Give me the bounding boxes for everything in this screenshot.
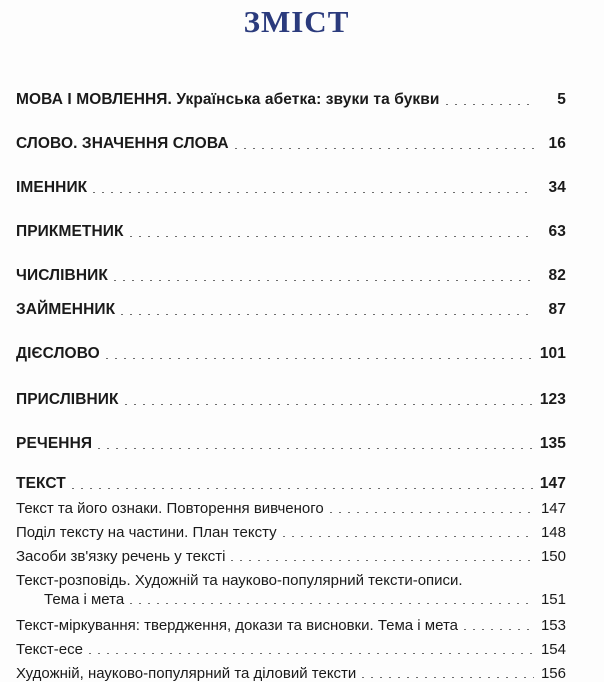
dot-leader [130,236,534,237]
dot-leader [98,448,534,449]
dot-leader [235,148,534,149]
dot-leader [130,603,534,604]
toc-entry-slovo-znachennya-slova[interactable] [16,135,566,153]
toc-page-number[interactable]: 87 [548,301,566,318]
toc-entry-pryslivnyk[interactable] [16,391,566,409]
toc-entry-label: Художній, науково-популярний та діловий тексти [16,665,357,682]
toc-page-number[interactable]: 156 [540,665,566,682]
toc-entry-label-line1: Текст-розповідь. Художній та науково-популярний тексти-описи. [16,572,463,589]
toc-entry-label: Текст та його ознаки. Повторення вивченого [16,500,324,517]
toc-entry-imennyk[interactable] [16,179,566,197]
toc-entry-tekst-rozpovid[interactable] [16,572,566,608]
toc-entry-label: ПРИКМЕТНИК [16,223,124,240]
toc-entry-label: Засоби зв'язку речень у тексті [16,548,226,565]
toc-entry-prykmetnyk[interactable] [16,223,566,241]
toc-entry-label [16,91,440,109]
toc-entry-label: ПРИСЛІВНИК [16,391,119,408]
toc-entry-label: ТЕКСТ [16,475,66,492]
dot-leader [121,314,534,315]
toc-page-number[interactable]: 123 [539,391,566,408]
toc-entry-label: РЕЧЕННЯ [16,435,93,452]
dot-leader [125,404,534,405]
toc-page-number[interactable]: 147 [539,475,566,492]
toc-page-number[interactable]: 147 [540,500,566,517]
toc-entry-chyslivnyk[interactable] [16,267,566,285]
toc-page-number[interactable]: 154 [540,641,566,658]
toc-entry-label: Текст-есе [16,641,83,658]
toc-page-number[interactable]: 34 [548,179,566,196]
toc-entry-rechennya[interactable] [16,435,566,453]
toc-page-number[interactable]: 148 [540,524,566,541]
toc-page-number[interactable]: 150 [540,548,566,565]
toc-entry-label: Поділ тексту на частини. План тексту [16,524,277,541]
toc-entry-mova-i-movlennya[interactable] [16,91,566,109]
dot-leader [106,358,534,359]
toc-entry-zasoby-zvyazku-rechen[interactable] [16,548,566,565]
toc-entry-diyeslovo[interactable] [16,345,566,363]
page-title: ЗМІСТ [243,4,350,39]
toc-entry-label-line2: Тема і мета [44,591,125,608]
toc-entry-tekst-mirkuvannya[interactable] [16,617,566,634]
dot-leader [283,536,534,537]
toc-page-number[interactable]: 135 [539,435,566,452]
dot-leader [446,104,534,105]
dot-leader [231,560,534,561]
dot-leader [114,280,534,281]
toc-entry-khudozhniy-naukovo-populyarnyy[interactable] [16,665,566,682]
toc-page-number[interactable]: 153 [540,617,566,634]
toc-entry-label: ІМЕННИК [16,179,88,196]
toc-entry-label-caps: МОВА І МОВЛЕННЯ. [16,91,172,108]
dot-leader [93,192,534,193]
toc-entry-label: ДІЄСЛОВО [16,345,100,362]
toc-entry-label-rest: Українська абетка: звуки та букви [171,91,440,108]
toc-entry-podil-tekstu-na-chastyny[interactable] [16,524,566,541]
toc-page-number[interactable]: 101 [539,345,566,362]
dot-leader [72,488,534,489]
dot-leader [330,512,534,513]
toc-entry-label: ЗАЙМЕННИК [16,301,116,318]
dot-leader [464,629,534,630]
toc-page-number[interactable]: 16 [548,135,566,152]
toc-entry-label: Текст-міркування: твердження, докази та висновки. Тема і мета [16,617,459,634]
toc-entry-tekst[interactable] [16,475,566,493]
toc-page-number[interactable]: 5 [557,91,566,108]
toc-entry-zaymennyk[interactable] [16,301,566,319]
toc-page-number[interactable]: 151 [540,591,566,608]
toc-entry-label: ЧИСЛІВНИК [16,267,108,284]
toc-page-number[interactable]: 63 [548,223,566,240]
dot-leader [362,677,534,678]
toc-entry-tekst-ta-yogo-oznaky[interactable] [16,500,566,517]
toc-entry-label: СЛОВО. ЗНАЧЕННЯ СЛОВА [16,135,229,152]
dot-leader [89,653,534,654]
toc-page-number[interactable]: 82 [548,267,566,284]
